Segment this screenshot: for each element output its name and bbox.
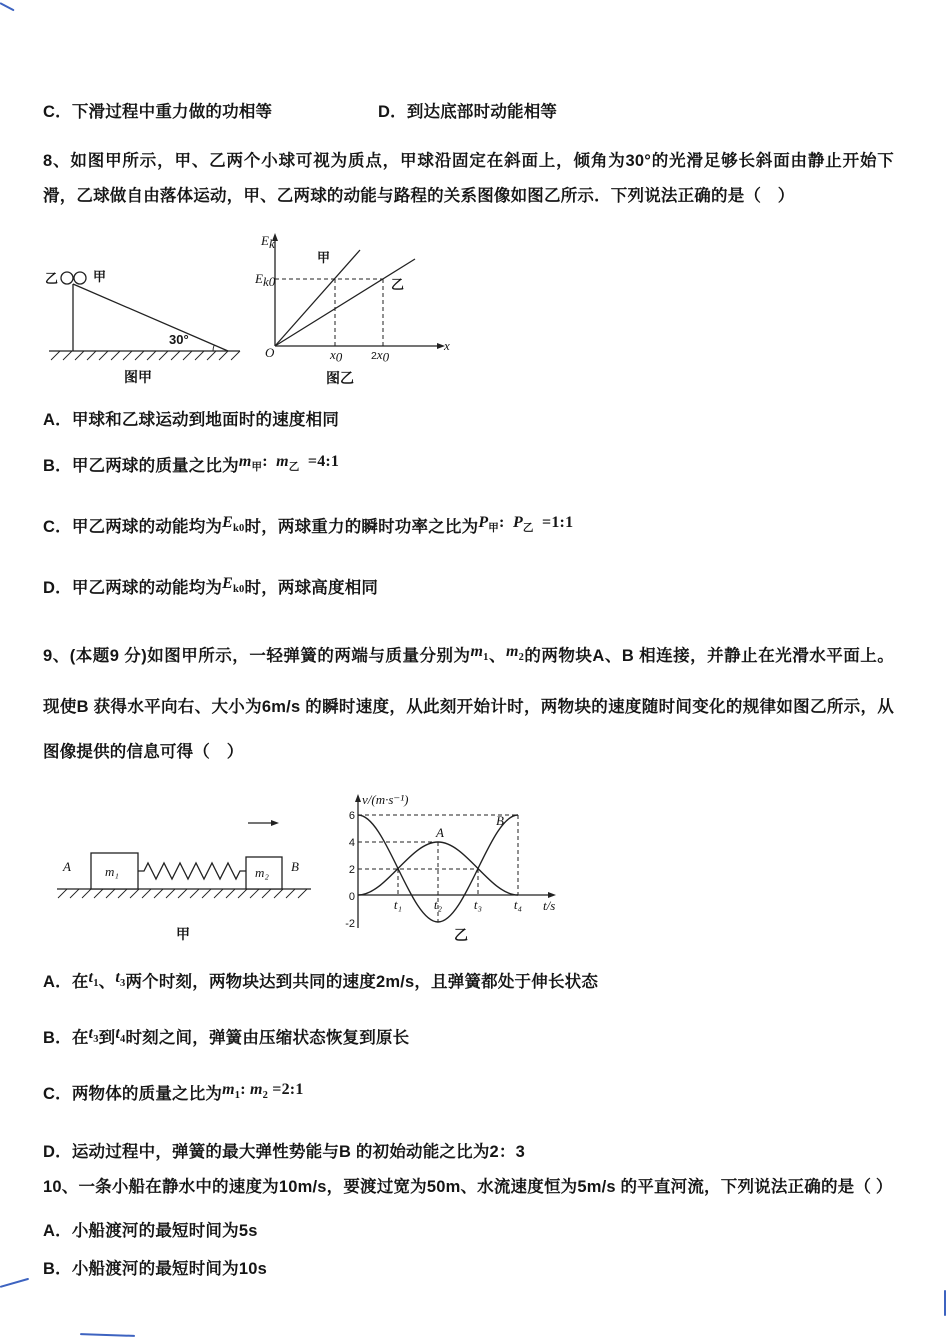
- line-yi: [275, 259, 415, 346]
- ball-yi: [61, 272, 73, 284]
- ground-hatching: [58, 889, 307, 898]
- m2-formula: [505, 643, 525, 664]
- question10-option-b: B．小船渡河的最短时间为10s: [43, 1259, 267, 1278]
- question9-option-d: D．运动过程中，弹簧的最大弹性势能与B 的初始动能之比为2：3: [43, 1143, 525, 1162]
- incline-hypotenuse: [73, 284, 228, 351]
- question9-option-c: [43, 1080, 894, 1106]
- question8-option-a: A．甲球和乙球运动到地面时的速度相同: [43, 410, 340, 429]
- ground-hatching: [51, 351, 240, 360]
- option-prefix: D．甲乙两球的动能均为: [43, 578, 223, 597]
- sub-yi: 乙: [522, 522, 534, 534]
- question9-option-b: [43, 1024, 894, 1050]
- origin-label: O: [265, 344, 275, 360]
- question10-stem: 10、一条小船在静水中的速度为10m/s，要渡过宽为50m、水流速度恒为5m/s 的平直河流，下列说法正确的是（ ）: [43, 1178, 893, 1197]
- y-axis-arrow: [355, 794, 361, 802]
- question8-option-b: [43, 452, 894, 479]
- t4-formula: [115, 1024, 126, 1046]
- line-yi-label: 乙: [391, 276, 405, 292]
- y-axis-label: Ek: [261, 232, 275, 251]
- sub-k0: k0: [233, 522, 245, 534]
- ratio-value: =2:1: [268, 1081, 304, 1099]
- block-b-label: B: [291, 858, 299, 874]
- option-prefix: C．甲乙两球的动能均为: [43, 517, 223, 536]
- ek0-formula: [222, 513, 245, 534]
- question-10: [43, 1174, 894, 1279]
- sub-3: 3: [120, 977, 126, 989]
- scan-mark-bottom-right: [944, 1290, 946, 1316]
- curve-b-label: B: [496, 812, 504, 828]
- option-prefix: B．甲乙两球的质量之比为: [43, 456, 239, 475]
- tick-0: 0: [348, 890, 355, 903]
- vt-caption: 乙: [454, 926, 468, 942]
- curve-a-label: A: [436, 824, 444, 840]
- question10-option-a: A．小船渡河的最短时间为5s: [43, 1221, 258, 1240]
- sub-1: 1: [93, 977, 99, 989]
- sub-yi: 乙: [288, 461, 300, 473]
- block-a-label: A: [63, 858, 71, 874]
- question8-option-d: [43, 574, 894, 600]
- var-t: t: [115, 1024, 120, 1042]
- mass-ratio-formula: [238, 452, 340, 473]
- var-m1: m: [470, 643, 484, 661]
- tick-4: 4: [348, 836, 355, 849]
- block-b-mass-label: m₂: [255, 864, 269, 880]
- tick-6: 6: [348, 809, 355, 822]
- option-middle: 到: [98, 1028, 116, 1047]
- line-jia-label: 甲: [317, 249, 331, 265]
- var-p1: P: [478, 513, 489, 531]
- ball-jia-label: 甲: [93, 268, 107, 284]
- stem-part1: 9、(本题9 分)如图甲所示，一轻弹簧的两端与质量分别为: [43, 647, 471, 666]
- spring-caption: 甲: [176, 925, 190, 942]
- t4-label: t₄: [513, 896, 523, 912]
- sub-1: 1: [234, 1090, 241, 1102]
- option-middle: 时，两球重力的瞬时功率之比为: [244, 517, 479, 536]
- var-m1: m: [238, 452, 252, 470]
- scan-mark-bottom: [80, 1333, 135, 1337]
- x-axis-label: t/s: [543, 897, 556, 913]
- var-m2: m: [276, 452, 289, 470]
- t3-label: t₃: [473, 896, 483, 912]
- question7-option-d: D．到达底部时动能相等: [378, 103, 558, 121]
- question7-options-row: [43, 98, 894, 122]
- ratio-value: =1:1: [533, 513, 574, 531]
- tick-2: 2: [348, 863, 355, 876]
- sub-2: 2: [518, 652, 525, 664]
- spring-blocks-diagram: [53, 807, 323, 942]
- x-axis-label: x: [444, 337, 450, 353]
- ball-jia: [74, 272, 86, 284]
- t3-formula: [115, 968, 126, 989]
- mass-ratio-formula: [222, 1081, 304, 1102]
- energy-graph: [255, 231, 450, 386]
- var-e: E: [222, 513, 233, 531]
- sub-jia: 甲: [488, 522, 499, 534]
- option-suffix: 两个时刻，两物块达到共同的速度2m/s，且弹簧都处于伸长状态: [125, 972, 599, 991]
- ek0-label: Ek0: [255, 270, 276, 289]
- var-p2: P: [512, 513, 523, 531]
- tick-neg2: -2: [345, 917, 355, 930]
- sub-jia: 甲: [251, 461, 263, 473]
- y-axis-label: v/(m·s⁻¹): [362, 791, 409, 807]
- t1-formula: [88, 968, 99, 989]
- question9-stem: [43, 634, 894, 775]
- ek0-formula: [222, 574, 245, 596]
- var-t: t: [115, 968, 120, 986]
- ratio-colon: :: [262, 452, 277, 470]
- ratio-colon: :: [240, 1081, 250, 1099]
- question9-figures: [53, 792, 894, 942]
- var-e: E: [222, 574, 233, 592]
- t2-label: t₂: [433, 896, 443, 912]
- option-prefix: C．两物体的质量之比为: [43, 1085, 223, 1104]
- graph-caption: 图乙: [326, 369, 354, 386]
- ball-yi-label: 乙: [45, 270, 59, 286]
- 2x0-label: 2x0: [371, 346, 390, 364]
- velocity-time-graph: [341, 792, 566, 942]
- var-m2: m: [249, 1081, 263, 1099]
- sub-3: 3: [93, 1034, 99, 1046]
- angle-label: 30°: [169, 331, 189, 347]
- velocity-arrow-head: [271, 820, 279, 826]
- sub-2: 2: [262, 1090, 269, 1102]
- var-t: t: [88, 968, 94, 986]
- stem-separator: 、: [488, 647, 506, 666]
- power-ratio-formula: [478, 513, 574, 534]
- question7-option-c: C．下滑过程中重力做的功相等: [43, 103, 273, 121]
- var-m1: m: [222, 1081, 235, 1099]
- spring-coil: [138, 863, 246, 879]
- question-9: [43, 634, 894, 1162]
- scan-mark-bottom-left: [0, 1278, 29, 1288]
- sub-1: 1: [483, 652, 489, 664]
- t1-label: t₁: [393, 896, 403, 912]
- x0-label: x0: [330, 346, 343, 364]
- t3-formula: [88, 1024, 99, 1046]
- option-prefix: B．在: [43, 1028, 89, 1047]
- question9-option-a: [43, 968, 894, 994]
- question8-option-c: [43, 513, 894, 540]
- option-suffix: 时刻之间，弹簧由压缩状态恢复到原长: [125, 1028, 410, 1047]
- angle-arc: [213, 345, 214, 351]
- incline-diagram: [43, 241, 243, 386]
- sub-k0: k0: [233, 584, 245, 596]
- ratio-value: =4:1: [299, 452, 340, 470]
- block-a-mass-label: m₁: [105, 863, 119, 879]
- stem-part2: 的两物块A、B 相连接，并静止在光滑水平面上。现使B 获得水平向右、大小为6m/s 的瞬时速度，从此刻开始计时，两物块的速度随时间变化的规律如图乙所示，从图像提供的信息可得（ ）: [43, 647, 894, 762]
- question8-stem: 8、如图甲所示，甲、乙两个小球可视为质点，甲球沿固定在斜面上，倾角为30°的光滑足够长斜面由静止开始下滑，乙球做自由落体运动，甲、乙两球的动能与路程的关系图像如图乙所示．下列说法正确的是（ ）: [43, 152, 894, 205]
- option-separator: 、: [98, 972, 116, 991]
- var-t: t: [88, 1024, 94, 1042]
- ratio-colon: :: [499, 513, 513, 531]
- option-suffix: 时，两球高度相同: [244, 578, 379, 597]
- option-prefix: A．在: [43, 972, 89, 991]
- question8-figures: [43, 231, 894, 386]
- sub-4: 4: [120, 1034, 126, 1046]
- incline-caption: 图甲: [124, 368, 152, 385]
- var-m2: m: [505, 643, 519, 661]
- question-8: [43, 144, 894, 600]
- m1-formula: [470, 643, 489, 664]
